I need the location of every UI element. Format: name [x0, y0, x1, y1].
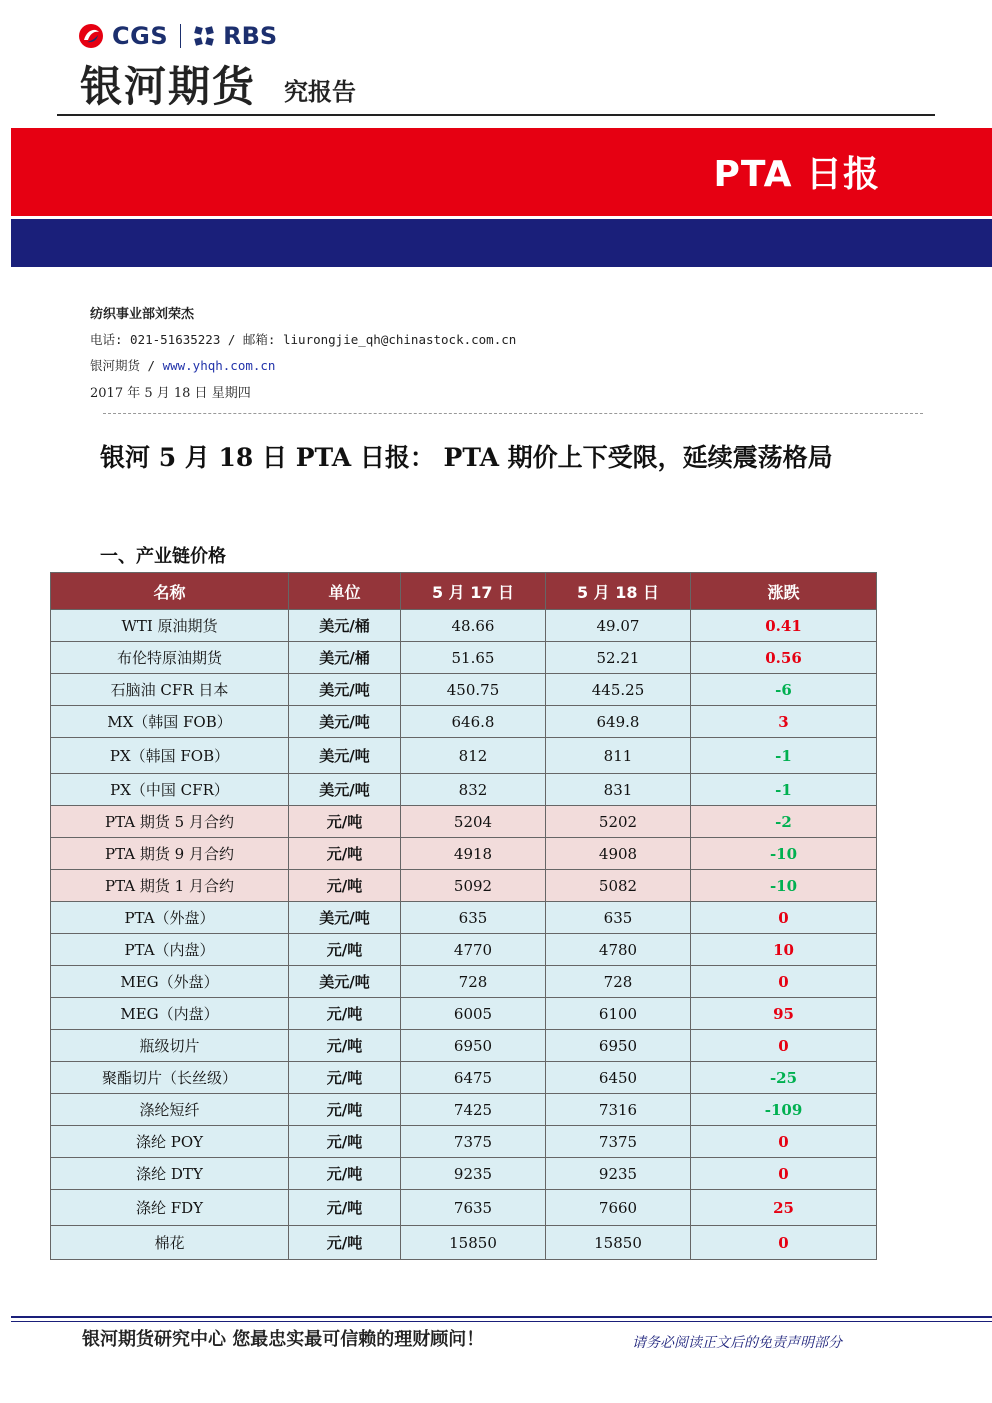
header-unit: 单位	[289, 573, 401, 610]
table-header-row	[51, 573, 877, 610]
cell-change: 25	[691, 1190, 877, 1226]
cell-may17: 646.8	[401, 706, 546, 738]
cell-name: 涤纶短纤	[51, 1094, 289, 1126]
cell-change: -1	[691, 738, 877, 774]
website-link[interactable]: www.yhqh.com.cn	[162, 358, 276, 373]
cell-change: 3	[691, 706, 877, 738]
table-row	[51, 1094, 877, 1126]
cell-name: PX（中国 CFR）	[51, 774, 289, 806]
cell-name: 石脑油 CFR 日本	[51, 674, 289, 706]
cell-may18: 728	[546, 966, 691, 998]
cell-name: PTA 期货 5 月合约	[51, 806, 289, 838]
cell-may18: 49.07	[546, 610, 691, 642]
cell-may17: 7375	[401, 1126, 546, 1158]
cell-may18: 4908	[546, 838, 691, 870]
cell-name: PTA 期货 9 月合约	[51, 838, 289, 870]
cell-name: PX（韩国 FOB）	[51, 738, 289, 774]
company-name: 银河期货	[80, 62, 257, 111]
cell-name: PTA 期货 1 月合约	[51, 870, 289, 902]
cell-change: 0.41	[691, 610, 877, 642]
cell-may18: 15850	[546, 1226, 691, 1260]
footer-slogan: 银河期货研究中心 您最忠实最可信赖的理财顾问！	[82, 1329, 485, 1350]
cell-unit: 元/吨	[289, 1126, 401, 1158]
cell-unit: 元/吨	[289, 870, 401, 902]
table-row	[51, 674, 877, 706]
cell-may18: 4780	[546, 934, 691, 966]
cell-unit: 元/吨	[289, 1226, 401, 1260]
cell-name: WTI 原油期货	[51, 610, 289, 642]
cell-may17: 51.65	[401, 642, 546, 674]
cell-unit: 元/吨	[289, 806, 401, 838]
cell-may17: 6950	[401, 1030, 546, 1062]
cell-may17: 832	[401, 774, 546, 806]
cell-change: 0.56	[691, 642, 877, 674]
footer-rule-thin	[11, 1321, 992, 1322]
cell-may18: 635	[546, 902, 691, 934]
cell-may17: 7635	[401, 1190, 546, 1226]
header-rule	[57, 114, 935, 116]
cell-may17: 9235	[401, 1158, 546, 1190]
cell-may18: 9235	[546, 1158, 691, 1190]
section-title: 一、产业链价格	[100, 546, 226, 567]
cell-change: 95	[691, 998, 877, 1030]
rbs-logo-text: RBS	[223, 22, 278, 50]
cell-unit: 美元/吨	[289, 674, 401, 706]
cell-may17: 5204	[401, 806, 546, 838]
table-row	[51, 870, 877, 902]
cell-change: 0	[691, 966, 877, 998]
banner-title: PTA 日报	[713, 154, 880, 195]
cell-may17: 728	[401, 966, 546, 998]
cell-may18: 6100	[546, 998, 691, 1030]
cell-may17: 812	[401, 738, 546, 774]
cell-may17: 4918	[401, 838, 546, 870]
cell-change: -1	[691, 774, 877, 806]
cgs-logo-icon	[78, 23, 104, 49]
cell-change: 0	[691, 1158, 877, 1190]
table-row	[51, 966, 877, 998]
header-may17: 5 月 17 日	[401, 573, 546, 610]
cell-change: 0	[691, 1226, 877, 1260]
cell-name: 棉花	[51, 1226, 289, 1260]
cell-unit: 元/吨	[289, 838, 401, 870]
header-may18: 5 月 18 日	[546, 573, 691, 610]
cell-unit: 美元/吨	[289, 706, 401, 738]
table-row	[51, 642, 877, 674]
cell-may17: 5092	[401, 870, 546, 902]
cell-unit: 元/吨	[289, 1158, 401, 1190]
report-type: 究报告	[284, 78, 356, 106]
cell-may18: 6450	[546, 1062, 691, 1094]
table-row	[51, 706, 877, 738]
cell-unit: 美元/桶	[289, 610, 401, 642]
price-table	[50, 572, 877, 1260]
cell-change: -109	[691, 1094, 877, 1126]
cell-name: 布伦特原油期货	[51, 642, 289, 674]
web-prefix: 银河期货 /	[90, 358, 163, 373]
footer-disclaimer: 请务必阅读正文后的免责声明部分	[632, 1335, 842, 1351]
cell-may18: 5082	[546, 870, 691, 902]
cell-may17: 7425	[401, 1094, 546, 1126]
author-contact: 电话: 021-51635223 / 邮箱: liurongjie_qh@chinastock.com.cn	[90, 332, 517, 347]
cell-unit: 美元/吨	[289, 902, 401, 934]
cell-may18: 811	[546, 738, 691, 774]
cell-unit: 元/吨	[289, 1190, 401, 1226]
cell-change: 0	[691, 902, 877, 934]
cell-may18: 831	[546, 774, 691, 806]
cgs-logo-text: CGS	[112, 22, 169, 50]
cell-unit: 元/吨	[289, 998, 401, 1030]
cell-may18: 7660	[546, 1190, 691, 1226]
cell-unit: 元/吨	[289, 1030, 401, 1062]
cell-name: MEG（内盘）	[51, 998, 289, 1030]
cell-change: 10	[691, 934, 877, 966]
cell-may18: 7316	[546, 1094, 691, 1126]
cell-may18: 7375	[546, 1126, 691, 1158]
table-row	[51, 838, 877, 870]
author-department: 纺织事业部刘荣杰	[90, 307, 195, 322]
cell-may18: 649.8	[546, 706, 691, 738]
table-row	[51, 610, 877, 642]
table-row	[51, 1158, 877, 1190]
cell-may17: 4770	[401, 934, 546, 966]
table-row	[51, 1062, 877, 1094]
cell-change: -2	[691, 806, 877, 838]
table-row	[51, 934, 877, 966]
cell-name: 涤纶 FDY	[51, 1190, 289, 1226]
cell-change: -10	[691, 838, 877, 870]
author-web	[90, 356, 275, 374]
cell-may17: 6475	[401, 1062, 546, 1094]
cell-name: 涤纶 POY	[51, 1126, 289, 1158]
logo-separator	[180, 24, 181, 48]
report-headline: 银河 5 月 18 日 PTA 日报： PTA 期价上下受限，延续震荡格局	[100, 443, 833, 472]
header-name: 名称	[51, 573, 289, 610]
report-date: 2017 年 5 月 18 日 星期四	[90, 386, 251, 401]
cell-name: MEG（外盘）	[51, 966, 289, 998]
footer-rule	[11, 1316, 992, 1318]
cell-change: -10	[691, 870, 877, 902]
table-row	[51, 738, 877, 774]
cell-unit: 美元/吨	[289, 774, 401, 806]
cell-unit: 美元/吨	[289, 966, 401, 998]
cell-unit: 元/吨	[289, 1094, 401, 1126]
cell-may17: 15850	[401, 1226, 546, 1260]
rbs-logo-icon	[193, 25, 215, 47]
table-row	[51, 1226, 877, 1260]
cell-may18: 445.25	[546, 674, 691, 706]
cell-unit: 美元/桶	[289, 642, 401, 674]
cell-change: -25	[691, 1062, 877, 1094]
cell-may18: 52.21	[546, 642, 691, 674]
logo-row	[78, 20, 277, 52]
cell-name: MX（韩国 FOB）	[51, 706, 289, 738]
header-change: 涨跌	[691, 573, 877, 610]
table-row	[51, 998, 877, 1030]
table-row	[51, 806, 877, 838]
cell-name: 瓶级切片	[51, 1030, 289, 1062]
cell-may17: 6005	[401, 998, 546, 1030]
table-row	[51, 1030, 877, 1062]
banner-blue-band	[11, 219, 992, 267]
table-row	[51, 1126, 877, 1158]
cell-may18: 5202	[546, 806, 691, 838]
cell-may18: 6950	[546, 1030, 691, 1062]
cell-unit: 元/吨	[289, 934, 401, 966]
cell-name: 涤纶 DTY	[51, 1158, 289, 1190]
cell-unit: 美元/吨	[289, 738, 401, 774]
dashed-divider	[103, 413, 923, 414]
cell-name: PTA（内盘）	[51, 934, 289, 966]
cell-may17: 48.66	[401, 610, 546, 642]
cell-change: -6	[691, 674, 877, 706]
cell-change: 0	[691, 1126, 877, 1158]
table-row	[51, 902, 877, 934]
table-row	[51, 1190, 877, 1226]
cell-name: PTA（外盘）	[51, 902, 289, 934]
cell-unit: 元/吨	[289, 1062, 401, 1094]
cell-change: 0	[691, 1030, 877, 1062]
cell-may17: 450.75	[401, 674, 546, 706]
table-body	[51, 610, 877, 1260]
table-row	[51, 774, 877, 806]
cell-may17: 635	[401, 902, 546, 934]
cell-name: 聚酯切片（长丝级）	[51, 1062, 289, 1094]
